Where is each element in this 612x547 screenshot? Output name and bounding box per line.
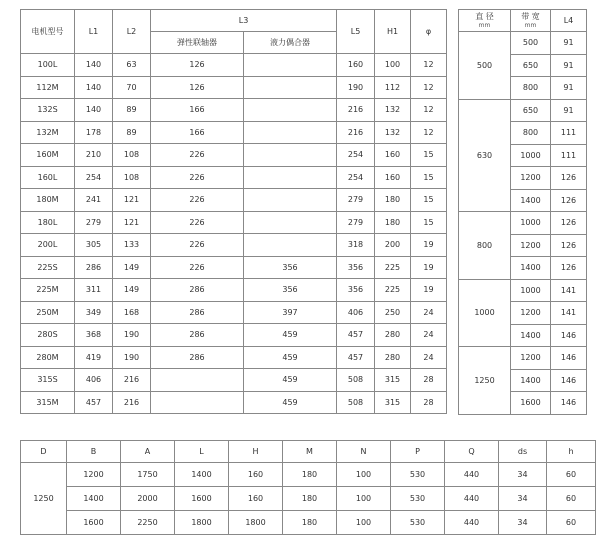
b-value: 1400	[67, 487, 121, 511]
motor-model: 200L	[21, 234, 75, 257]
motor-model: 180L	[21, 211, 75, 234]
belt-width-value: 500	[511, 32, 551, 55]
header-a: A	[121, 441, 175, 463]
belt-width-value: 1400	[511, 257, 551, 280]
diameter-unit: mm	[478, 22, 491, 29]
h-value: 60	[547, 463, 596, 487]
h1-value: 180	[375, 211, 411, 234]
l1-value: 140	[75, 99, 113, 122]
l3-elastic-value: 226	[151, 256, 244, 279]
m-value: 180	[283, 511, 337, 535]
table-row	[21, 369, 447, 392]
belt-width-value: 650	[511, 99, 551, 122]
motor-model: 315M	[21, 391, 75, 414]
header-n: N	[337, 441, 391, 463]
l5-value: 356	[337, 256, 375, 279]
q-value: 440	[445, 511, 499, 535]
motor-model: 100L	[21, 54, 75, 77]
header-motor-model: 电机型号	[21, 10, 75, 54]
b-value: 1200	[67, 463, 121, 487]
h1-value: 160	[375, 144, 411, 167]
h-value: 60	[547, 487, 596, 511]
h-value: 60	[547, 511, 596, 535]
l5-value: 254	[337, 144, 375, 167]
motor-model: 280S	[21, 324, 75, 347]
l4-value: 126	[551, 234, 587, 257]
h1-value: 112	[375, 76, 411, 99]
belt-width-value: 1000	[511, 212, 551, 235]
l3-elastic-value: 226	[151, 234, 244, 257]
l3-elastic-value: 226	[151, 144, 244, 167]
l1-value: 254	[75, 166, 113, 189]
table-row	[459, 279, 587, 302]
diameter-value: 1250	[459, 347, 511, 415]
l3-elastic-value: 166	[151, 99, 244, 122]
ds-value: 34	[499, 463, 547, 487]
l3-elastic-value: 166	[151, 121, 244, 144]
a-value: 1750	[121, 463, 175, 487]
l3-fluid-value	[244, 99, 337, 122]
table-row	[21, 166, 447, 189]
phi-value: 24	[411, 301, 447, 324]
l2-value: 89	[113, 121, 151, 144]
l4-value: 91	[551, 77, 587, 100]
l3-elastic-value: 286	[151, 324, 244, 347]
header-h1: H1	[375, 10, 411, 54]
q-value: 440	[445, 463, 499, 487]
belt-width-value: 1000	[511, 144, 551, 167]
l1-value: 311	[75, 279, 113, 302]
l3-elastic-value: 126	[151, 54, 244, 77]
h1-value: 250	[375, 301, 411, 324]
table-row	[459, 99, 587, 122]
l3-fluid-value: 356	[244, 279, 337, 302]
phi-value: 12	[411, 54, 447, 77]
motor-model: 132M	[21, 121, 75, 144]
ds-value: 34	[499, 487, 547, 511]
motor-model: 160L	[21, 166, 75, 189]
l5-value: 190	[337, 76, 375, 99]
belt-width-value: 1200	[511, 347, 551, 370]
h1-value: 315	[375, 369, 411, 392]
header-l1: L1	[75, 10, 113, 54]
table-row	[21, 211, 447, 234]
l4-value: 146	[551, 369, 587, 392]
phi-value: 19	[411, 279, 447, 302]
h1-value: 315	[375, 391, 411, 414]
l3-fluid-value: 397	[244, 301, 337, 324]
diameter-value: 1000	[459, 279, 511, 347]
l4-value: 146	[551, 392, 587, 415]
a-value: 2250	[121, 511, 175, 535]
l5-value: 457	[337, 324, 375, 347]
l3-fluid-value: 356	[244, 256, 337, 279]
l3-elastic-value: 226	[151, 189, 244, 212]
belt-width-value: 1200	[511, 167, 551, 190]
l-value: 1600	[175, 487, 229, 511]
n-value: 100	[337, 487, 391, 511]
l4-value: 126	[551, 167, 587, 190]
l3-fluid-value	[244, 76, 337, 99]
h1-value: 200	[375, 234, 411, 257]
l1-value: 140	[75, 54, 113, 77]
header-p: P	[391, 441, 445, 463]
l4-value: 91	[551, 54, 587, 77]
diameter-label: 直 径	[475, 12, 494, 21]
m-value: 180	[283, 487, 337, 511]
l1-value: 286	[75, 256, 113, 279]
h1-value: 132	[375, 99, 411, 122]
table-row	[21, 76, 447, 99]
l4-value: 141	[551, 302, 587, 325]
belt-width-value: 1000	[511, 279, 551, 302]
table-row	[21, 234, 447, 257]
l3-fluid-value	[244, 144, 337, 167]
belt-width-value: 1600	[511, 392, 551, 415]
belt-width-value: 1200	[511, 302, 551, 325]
motor-model: 315S	[21, 369, 75, 392]
l1-value: 406	[75, 369, 113, 392]
l1-value: 419	[75, 346, 113, 369]
p-value: 530	[391, 511, 445, 535]
header-l3: L3	[151, 10, 337, 32]
phi-value: 12	[411, 99, 447, 122]
l3-fluid-value	[244, 54, 337, 77]
header-l4: L4	[551, 10, 587, 32]
belt-width-value: 1400	[511, 189, 551, 212]
frame-dimensions-table	[20, 440, 596, 535]
p-value: 530	[391, 487, 445, 511]
h1-value: 100	[375, 54, 411, 77]
l3-fluid-value: 459	[244, 391, 337, 414]
l2-value: 70	[113, 76, 151, 99]
header-m: M	[283, 441, 337, 463]
l4-value: 126	[551, 212, 587, 235]
l2-value: 216	[113, 391, 151, 414]
l3-elastic-value: 286	[151, 301, 244, 324]
l4-value: 126	[551, 257, 587, 280]
h-value: 160	[229, 487, 283, 511]
motor-model: 250M	[21, 301, 75, 324]
phi-value: 28	[411, 391, 447, 414]
l3-fluid-value	[244, 234, 337, 257]
header-l: L	[175, 441, 229, 463]
l5-value: 457	[337, 346, 375, 369]
table-row	[21, 511, 596, 535]
l1-value: 210	[75, 144, 113, 167]
belt-width-table	[458, 9, 587, 415]
header-diameter	[459, 10, 511, 32]
diameter-value: 800	[459, 212, 511, 280]
l2-value: 108	[113, 144, 151, 167]
l5-value: 160	[337, 54, 375, 77]
belt-width-value: 1400	[511, 369, 551, 392]
l5-value: 406	[337, 301, 375, 324]
d-value: 1250	[21, 463, 67, 535]
header-h: H	[229, 441, 283, 463]
table-row	[21, 189, 447, 212]
phi-value: 12	[411, 76, 447, 99]
motor-table-body	[21, 54, 447, 414]
l3-fluid-value	[244, 211, 337, 234]
b-value: 1600	[67, 511, 121, 535]
l1-value: 305	[75, 234, 113, 257]
l3-elastic-value: 126	[151, 76, 244, 99]
l5-value: 356	[337, 279, 375, 302]
l2-value: 121	[113, 211, 151, 234]
phi-value: 15	[411, 189, 447, 212]
phi-value: 24	[411, 346, 447, 369]
h-value: 1800	[229, 511, 283, 535]
l5-value: 254	[337, 166, 375, 189]
l2-value: 89	[113, 99, 151, 122]
l3-elastic-value: 286	[151, 346, 244, 369]
phi-value: 12	[411, 121, 447, 144]
belt-width-value: 1400	[511, 324, 551, 347]
motor-model: 225M	[21, 279, 75, 302]
motor-model: 280M	[21, 346, 75, 369]
header-l2: L2	[113, 10, 151, 54]
l4-value: 146	[551, 347, 587, 370]
l4-value: 111	[551, 144, 587, 167]
phi-value: 24	[411, 324, 447, 347]
frame-table-header-row	[21, 441, 596, 463]
l3-fluid-value: 459	[244, 369, 337, 392]
l3-fluid-value: 459	[244, 324, 337, 347]
l1-value: 178	[75, 121, 113, 144]
motor-model: 160M	[21, 144, 75, 167]
table-row	[21, 99, 447, 122]
l5-value: 318	[337, 234, 375, 257]
frame-table-body	[21, 463, 596, 535]
header-phi: φ	[411, 10, 447, 54]
table-row	[21, 121, 447, 144]
phi-value: 15	[411, 211, 447, 234]
l3-fluid-value	[244, 166, 337, 189]
l4-value: 141	[551, 279, 587, 302]
table-row	[21, 463, 596, 487]
l2-value: 63	[113, 54, 151, 77]
l2-value: 108	[113, 166, 151, 189]
header-q: Q	[445, 441, 499, 463]
table-row	[21, 279, 447, 302]
l4-value: 146	[551, 324, 587, 347]
table-row	[21, 487, 596, 511]
l3-elastic-value: 286	[151, 279, 244, 302]
q-value: 440	[445, 487, 499, 511]
l1-value: 140	[75, 76, 113, 99]
l-value: 1800	[175, 511, 229, 535]
m-value: 180	[283, 463, 337, 487]
table-row	[459, 32, 587, 55]
l2-value: 216	[113, 369, 151, 392]
l3-elastic-value	[151, 391, 244, 414]
l1-value: 368	[75, 324, 113, 347]
l1-value: 279	[75, 211, 113, 234]
table-row	[459, 347, 587, 370]
table-row	[21, 54, 447, 77]
motor-model: 180M	[21, 189, 75, 212]
l3-elastic-value: 226	[151, 211, 244, 234]
table-row	[459, 212, 587, 235]
l2-value: 190	[113, 324, 151, 347]
belt-width-label: 带 宽	[521, 12, 540, 21]
h1-value: 280	[375, 324, 411, 347]
l3-fluid-value	[244, 189, 337, 212]
l2-value: 168	[113, 301, 151, 324]
l2-value: 133	[113, 234, 151, 257]
diameter-value: 500	[459, 32, 511, 100]
a-value: 2000	[121, 487, 175, 511]
diameter-value: 630	[459, 99, 511, 212]
belt-width-value: 800	[511, 122, 551, 145]
phi-value: 15	[411, 166, 447, 189]
belt-width-value: 650	[511, 54, 551, 77]
motor-model: 225S	[21, 256, 75, 279]
phi-value: 15	[411, 144, 447, 167]
h1-value: 160	[375, 166, 411, 189]
l5-value: 279	[337, 211, 375, 234]
l5-value: 508	[337, 369, 375, 392]
l1-value: 457	[75, 391, 113, 414]
l1-value: 241	[75, 189, 113, 212]
table-row	[21, 346, 447, 369]
l4-value: 111	[551, 122, 587, 145]
belt-width-value: 800	[511, 77, 551, 100]
h1-value: 225	[375, 279, 411, 302]
header-l3-elastic-coupling: 弹性联轴器	[151, 32, 244, 54]
p-value: 530	[391, 463, 445, 487]
phi-value: 19	[411, 256, 447, 279]
l4-value: 91	[551, 99, 587, 122]
l5-value: 279	[337, 189, 375, 212]
l4-value: 126	[551, 189, 587, 212]
table-row	[21, 301, 447, 324]
l2-value: 149	[113, 279, 151, 302]
l5-value: 508	[337, 391, 375, 414]
motor-model: 132S	[21, 99, 75, 122]
header-l5: L5	[337, 10, 375, 54]
phi-value: 19	[411, 234, 447, 257]
l2-value: 190	[113, 346, 151, 369]
l2-value: 149	[113, 256, 151, 279]
header-ds: ds	[499, 441, 547, 463]
table-row	[21, 324, 447, 347]
l3-elastic-value	[151, 369, 244, 392]
l3-elastic-value: 226	[151, 166, 244, 189]
belt-width-unit: mm	[524, 22, 537, 29]
l-value: 1400	[175, 463, 229, 487]
ds-value: 34	[499, 511, 547, 535]
header-d: D	[21, 441, 67, 463]
header-belt-width	[511, 10, 551, 32]
phi-value: 28	[411, 369, 447, 392]
h1-value: 225	[375, 256, 411, 279]
l5-value: 216	[337, 121, 375, 144]
l1-value: 349	[75, 301, 113, 324]
motor-model: 112M	[21, 76, 75, 99]
h1-value: 280	[375, 346, 411, 369]
h1-value: 180	[375, 189, 411, 212]
table-row	[21, 256, 447, 279]
table-row	[21, 391, 447, 414]
l3-fluid-value: 459	[244, 346, 337, 369]
header-l3-fluid-coupling: 液力偶合器	[244, 32, 337, 54]
belt-width-value: 1200	[511, 234, 551, 257]
header-b: B	[67, 441, 121, 463]
header-h: h	[547, 441, 596, 463]
motor-dimensions-table	[20, 9, 447, 414]
h-value: 160	[229, 463, 283, 487]
l2-value: 121	[113, 189, 151, 212]
table-row	[21, 144, 447, 167]
belt-table-body	[459, 32, 587, 415]
l4-value: 91	[551, 32, 587, 55]
n-value: 100	[337, 511, 391, 535]
l3-fluid-value	[244, 121, 337, 144]
n-value: 100	[337, 463, 391, 487]
h1-value: 132	[375, 121, 411, 144]
l5-value: 216	[337, 99, 375, 122]
